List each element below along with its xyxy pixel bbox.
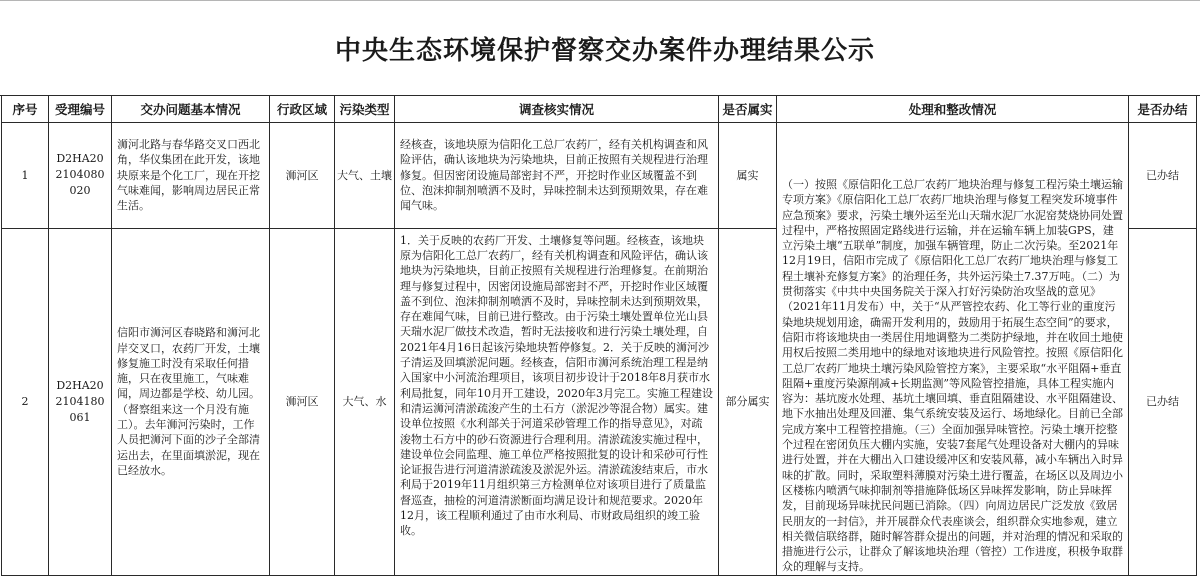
handling-cell [777, 123, 1129, 576]
investigation-text: 1．关于反映的农药厂开发、土壤修复等问题。经核查，该地块原为信阳化工总厂农药厂，经有关机构调查和风险评估，确认该地块为污染地块，目前正按照有关规程进行治理修复。在前期治理与修复过程中，因密闭设施局部密封不严，开挖时作业区域覆盖不到位、泡沫抑制剂喷洒不及时，异味控制未达到预期效果，存在难闻气味，目前已进行整改。由于污染土壤处置单位光山县天瑞水泥厂做技术改造，暂时无法接收和进行污染土壤处理，自2021年4月16日起该污染地块暂停修复。2．关于反映的浉河沙子清运及回填淤泥问题。经核查，信阳市浉河系统治理工程是纳入国家中小河流治理项目，该项目初步设计于2018年8月获市水利局批复，同年10月开工建设，2020年3月完工。实施工程建设和清运浉河清淤疏浚产生的土石方（淤泥沙等混合物）属实。建设单位按照《水利部关于河道采砂管理工作的指导意见》，对疏浚物土石方中的砂石资源进行合理利用。清淤疏浚实施过程中，建设单位会同监理、施工单位严格按照批复的设计和采砂可行性论证报告进行河道清淤疏浚及淤泥外运。清淤疏浚结束后，市水利局于2019年11月组织第三方检测单位对该项目进行了质量监督巡查，抽检的河道清淤断面均满足设计和规范要求。2020年12月，该工程顺利通过了由市水利局、市财政局组织的竣工验收。 [400, 233, 713, 538]
header-district: 行政区域 [270, 96, 335, 123]
row-issue: 浉河北路与春华路交叉口西北角，华仪集团在此开发，该地块原来是个化工厂，现在开挖气味难闻，影响周边居民正常生活。 [112, 123, 270, 229]
row-district: 浉河区 [270, 123, 335, 229]
header-issue: 交办问题基本情况 [112, 96, 270, 123]
handling-text: （一）按照《原信阳化工总厂农药厂地块治理与修复工程污染土壤运输专项方案》《原信阳化工总厂农药厂地块治理与修复工程突发环境事件应急预案》要求，污染土壤外运至光山天瑞水泥厂水泥窑焚烧协同处置过程中，严格按照固定路线进行运输，并在运输车辆上加装GPS，建立污染土壤“五联单”制度，加强车辆管理，防止二次污染。至2021年12月19日，信阳市完成了《原信阳化工总厂农药厂地块治理与修复工程土壤补充修复方案》的治理任务，共外运污染土7.37万吨。（二）为贯彻落实《中共中央国务院关于深入打好污染防治攻坚战的意见》（2021年11月发布）中，关于“从严管控农药、化工等行业的重度污染地块规划用途，确需开发利用的，鼓励用于拓展生态空间”的要求，信阳市将该地块由一类居住用地调整为二类防护绿地，并在收回土地使用权后按照二类用地中的绿地对该地块进行风险管控。按照《原信阳化工总厂农药厂地块土壤污染风险管控方案》，主要采取“水平阻隔+垂直阻隔+重度污染源削减+长期监测”等风险管控措施，具体工程实施内容为：基坑废水处理、基坑土壤回填、垂直阻隔建设、水平阻隔建设、地下水抽出处理及回灌、集气系统安装及运行、场地绿化。目前已全部完成方案中工程管控措施。（三）全面加强异味管控。污染土壤开挖整个过程在密闭负压大棚内实施，安装7套尾气处理设备对大棚内的异味进行处置，并在大棚出入口建设缓冲区和安装风幕，减小车辆出入时异味的扩散。同时，采取塑料薄膜对污染土进行覆盖，在场区以及周边小区楼栋内喷洒气味抑制剂等措施降低场区异味挥发影响，防止异味挥发，目前现场异味扰民问题已消除。（四）向周边居民广泛发放《致居民朋友的一封信》，并开展群众代表座谈会，组织群众实地参观，建立相关微信联络群，随时解答群众提出的问题，并对治理的情况和采取的措施进行公示，让群众了解该地块治理（管控）工作进度，积极争取群众的理解与支持。 [782, 178, 1123, 574]
row-closed: 已办结 [1129, 123, 1197, 229]
row-code: D2HA202104180061 [49, 228, 112, 575]
case-table [1, 95, 1197, 576]
page-title: 中央生态环境保护督察交办案件办理结果公示 [334, 35, 875, 66]
header-handling: 处理和整改情况 [777, 96, 1129, 123]
row-verified: 属实 [719, 123, 777, 229]
row-no: 2 [2, 228, 49, 575]
row-investigation [395, 228, 719, 575]
header-pollution: 污染类型 [335, 96, 395, 123]
row-closed: 已办结 [1129, 228, 1197, 575]
header-verified: 是否属实 [719, 96, 777, 123]
row-pollution: 大气、土壤 [335, 123, 395, 229]
row-pollution: 大气、水 [335, 228, 395, 575]
header-investigation: 调查核实情况 [395, 96, 719, 123]
row-district: 浉河区 [270, 228, 335, 575]
table-row [2, 123, 1197, 229]
row-investigation: 经核查，该地块原为信阳化工总厂农药厂，经有关机构调查和风险评估，确认该地块为污染地块，目前正按照有关规程进行治理修复。但因密闭设施局部密封不严，开挖时作业区域覆盖不到位、泡沫抑制剂喷洒不及时，异味控制未达到预期效果，存在难闻气味。 [395, 123, 719, 229]
row-verified: 部分属实 [719, 228, 777, 575]
header-no: 序号 [2, 96, 49, 123]
row-code: D2HA202104080020 [49, 123, 112, 229]
header-closed: 是否办结 [1129, 96, 1197, 123]
header-row [2, 96, 1197, 123]
row-no: 1 [2, 123, 49, 229]
title-bar [0, 1, 1200, 96]
row-issue: 信阳市浉河区春晓路和浉河北岸交叉口，农药厂开发，土壤修复施工时没有采取任何措施，只在夜里施工，气味难闻，周边都是学校、幼儿园。（督察组来这一个月没有施工）。去年浉河污染时，工作人员把浉河下面的沙子全部清运出去，在里面填淤泥，现在已经放水。 [112, 228, 270, 575]
header-code: 受理编号 [49, 96, 112, 123]
